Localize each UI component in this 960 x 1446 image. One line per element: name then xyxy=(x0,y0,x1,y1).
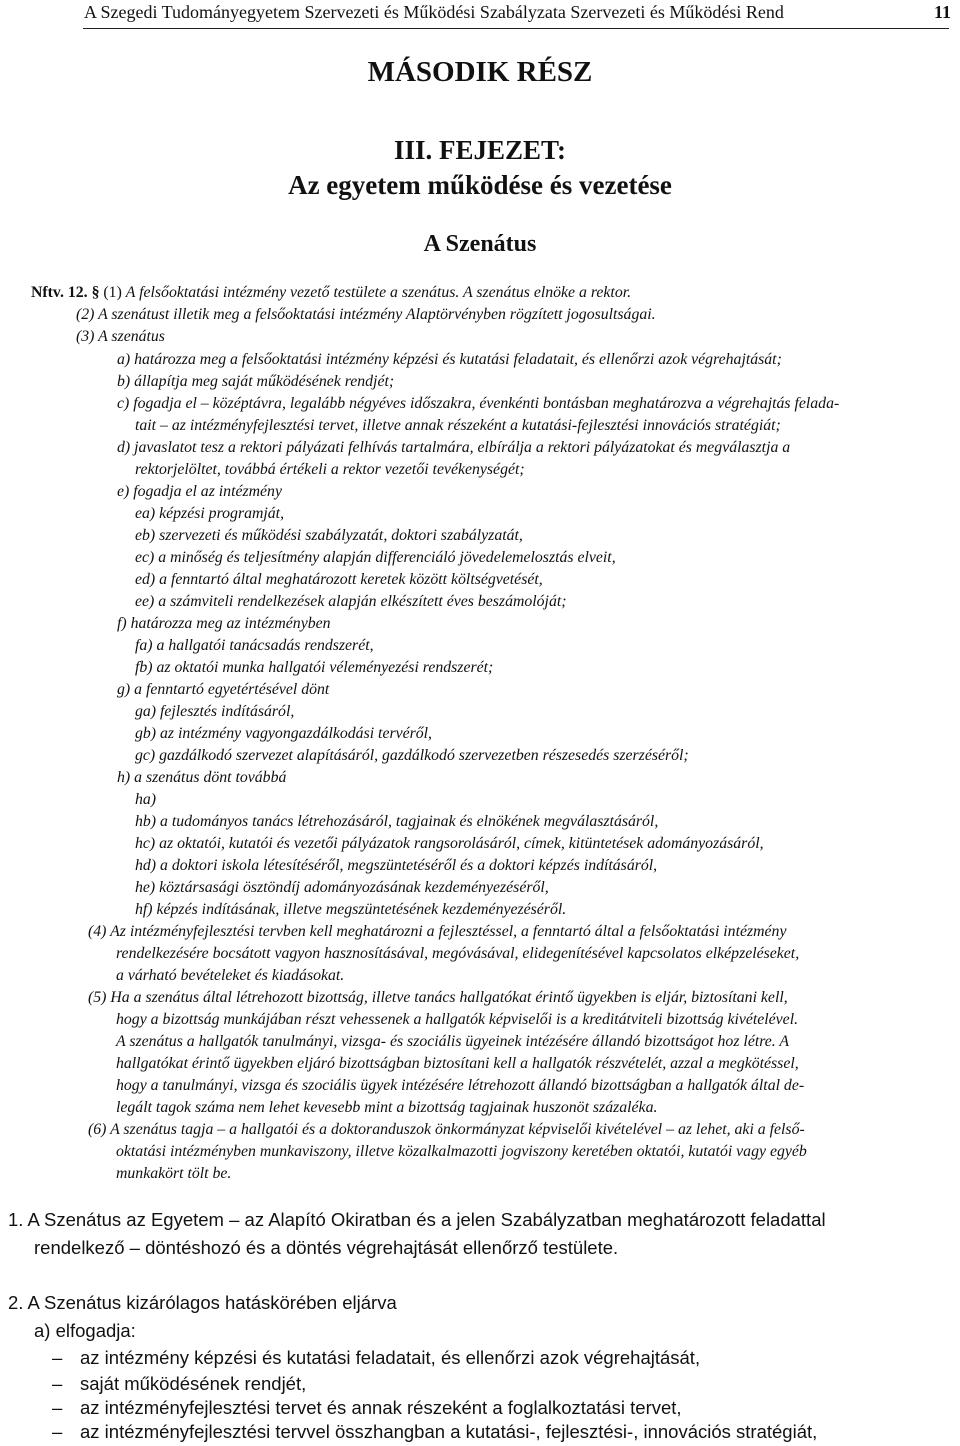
law-paragraph-5-line-5: hogy a tanulmányi, vizsga és szociális ügyek intézésére létrehozott állandó bizottságban a hallgatók által de- xyxy=(116,1077,805,1094)
part-title: MÁSODIK RÉSZ xyxy=(367,56,593,88)
chapter-title: Az egyetem működése és vezetése xyxy=(288,170,672,200)
dash-item-text: saját működésének rendjét, xyxy=(80,1373,307,1394)
law-reference: Nftv. 12. xyxy=(31,284,88,301)
law-item-g: g) a fenntartó egyetértésével dönt xyxy=(117,681,330,698)
rule-dash-item xyxy=(52,1372,306,1396)
law-paragraph-3: (3) A szenátus xyxy=(76,328,165,345)
law-item-h: h) a szenátus dönt továbbá xyxy=(117,769,287,786)
law-item-a: a) határozza meg a felsőoktatási intézmény képzési és kutatási feladatait, és ellenőrzi azok végrehajtását; xyxy=(117,351,782,368)
rule-1: 1. A Szenátus az Egyetem – az Alapító Okiratban és a jelen Szabályzatban meghatározott feladattal xyxy=(8,1209,826,1230)
dash-item-text: az intézményfejlesztési tervvel összhangban a kutatási-, fejlesztési-, innovációs stratégiát, xyxy=(80,1421,818,1442)
rule-dash-item xyxy=(52,1346,700,1370)
law-paragraph-5-line-6: legált tagok száma nem lehet kevesebb mint a bizottság tagjainak huszonöt százaléka. xyxy=(116,1099,658,1116)
law-paragraph-2: (2) A szenátust illetik meg a felsőoktatási intézmény Alaptörvényben rögzített jogosultságai. xyxy=(76,306,656,323)
law-item-hb: hb) a tudományos tanács létrehozásáról, tagjainak és elnökének megválasztásáról, xyxy=(135,813,659,830)
law-item-ed: ed) a fenntartó által meghatározott keretek között költségvetését, xyxy=(135,571,543,588)
law-item-hf: hf) képzés indításának, illetve megszüntetésének kezdeményezéséről. xyxy=(135,901,567,918)
section-mark: § xyxy=(91,284,100,301)
dash-item-text: az intézmény képzési és kutatási feladatait, és ellenőrzi azok végrehajtását, xyxy=(80,1347,701,1368)
law-paragraph-6-line-2: oktatási intézményben munkaviszony, illetve közalkalmazotti jogviszony keretében oktatói, kutatói vagy egyéb xyxy=(116,1143,807,1160)
rule-2: 2. A Szenátus kizárólagos hatáskörében eljárva xyxy=(8,1292,397,1313)
law-paragraph-1 xyxy=(31,282,631,304)
law-item-gc: gc) gazdálkodó szervezet alapításáról, gazdálkodó szervezetben részesedés szerzéséről; xyxy=(135,747,689,764)
dash-bullet: – xyxy=(52,1421,63,1442)
paragraph-text: A felsőoktatási intézmény vezető testülete a szenátus. A szenátus elnöke a rektor. xyxy=(125,284,632,301)
law-paragraph-4-line-2: rendelkezésére bocsátott vagyon hasznosításával, megóvásával, elidegenítésével kapcsolatos elképzeléseket, xyxy=(116,945,800,962)
dash-item-text: az intézményfejlesztési tervet és annak részeként a foglalkoztatási tervet, xyxy=(80,1397,682,1418)
section-title: A Szenátus xyxy=(423,231,537,257)
law-paragraph-5-line-2: hogy a bizottság munkájában részt vehessenek a hallgatók képviselői is a kreditátviteli bizottság kivételével. xyxy=(116,1011,799,1028)
law-item-ee: ee) a számviteli rendelkezések alapján elkészített éves beszámolóját; xyxy=(135,593,567,610)
law-item-gb: gb) az intézmény vagyongazdálkodási tervéről, xyxy=(135,725,433,742)
law-item-d: d) javaslatot tesz a rektori pályázati felhívás tartalmára, elbírálja a rektori pályázatokat és megválasztja a xyxy=(117,439,791,456)
dash-bullet: – xyxy=(52,1373,63,1394)
rule-dash-item xyxy=(52,1396,682,1420)
law-paragraph-5-line-4: hallgatókat érintő ügyekben eljáró bizottságban biztosítani kell a hallgatók részvételét, azzal a megkötéssel, xyxy=(116,1055,799,1072)
paragraph-number: (1) xyxy=(103,284,122,301)
law-item-he: he) köztársasági ösztöndíj adományozásának kezdeményezéséről, xyxy=(135,879,549,896)
chapter-number: III. FEJEZET: xyxy=(393,135,567,165)
dash-bullet: – xyxy=(52,1397,63,1418)
law-item-d-cont: rektorjelöltet, továbbá értékeli a rektor vezetői tevékenységét; xyxy=(135,461,525,478)
law-item-ec: ec) a minőség és teljesítmény alapján differenciáló jövedelemelosztás elveit, xyxy=(135,549,616,566)
law-item-hc: hc) az oktatói, kutatói és vezetői pályázatok rangsorolásáról, címek, kitüntetések adományozásáról, xyxy=(135,835,764,852)
page-header xyxy=(0,0,960,30)
law-paragraph-5: (5) Ha a szenátus által létrehozott bizottság, illetve tanács hallgatókat érintő ügyekben is eljár, biztosítani kell, xyxy=(88,989,788,1006)
dash-bullet: – xyxy=(52,1347,63,1368)
law-item-c-cont: tait – az intézményfejlesztési tervet, illetve annak részeként a kutatási-fejlesztési innovációs stratégiát; xyxy=(135,417,781,434)
law-item-ha: ha) xyxy=(135,791,157,808)
law-paragraph-6-line-3: munkakört tölt be. xyxy=(116,1165,232,1182)
rule-dash-item xyxy=(52,1420,817,1444)
header-title: A Szegedi Tudományegyetem Szervezeti és Működési Szabályzata Szervezeti és Működési Rend xyxy=(84,2,784,22)
law-item-ea: ea) képzési programját, xyxy=(135,505,285,522)
header-divider xyxy=(83,28,949,29)
law-item-b: b) állapítja meg saját működésének rendjét; xyxy=(117,373,395,390)
law-paragraph-4: (4) Az intézményfejlesztési tervben kell meghatározni a fejlesztéssel, a fenntartó által a felsőoktatási intézmény xyxy=(88,923,787,940)
law-item-fa: fa) a hallgatói tanácsadás rendszerét, xyxy=(135,637,374,654)
law-item-ga: ga) fejlesztés indításáról, xyxy=(135,703,295,720)
page-number: 11 xyxy=(934,2,952,22)
rule-2-item-a: a) elfogadja: xyxy=(34,1320,136,1341)
law-item-eb: eb) szervezeti és működési szabályzatát, doktori szabályzatát, xyxy=(135,527,523,544)
rule-1-line-2: rendelkező – döntéshozó és a döntés végrehajtását ellenőrző testülete. xyxy=(34,1237,619,1258)
law-item-f: f) határozza meg az intézményben xyxy=(117,615,331,632)
law-paragraph-5-line-3: A szenátus a hallgatók tanulmányi, vizsga- és szociális ügyeinek intézésére állandó bizottságot hoz létre. A xyxy=(116,1033,790,1050)
law-item-c: c) fogadja el – középtávra, legalább négyéves időszakra, évenkénti bontásban meghatározva a végrehajtás felada- xyxy=(117,395,840,412)
law-item-fb: fb) az oktatói munka hallgatói véleményezési rendszerét; xyxy=(135,659,494,676)
law-item-hd: hd) a doktori iskola létesítéséről, megszüntetéséről és a doktori képzés indításáról, xyxy=(135,857,658,874)
law-paragraph-6: (6) A szenátus tagja – a hallgatói és a doktoranduszok önkormányzat képviselői kivételével – az lehet, aki a felső- xyxy=(88,1121,805,1138)
law-paragraph-4-line-3: a várható bevételeket és kiadásokat. xyxy=(116,967,345,984)
law-item-e: e) fogadja el az intézmény xyxy=(117,483,282,500)
